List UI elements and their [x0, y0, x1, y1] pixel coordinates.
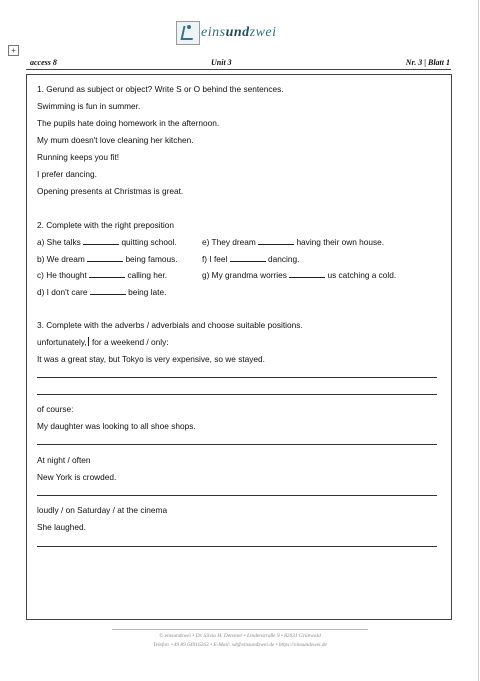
- ex2-row-c: [37, 270, 167, 280]
- ex2-row-g: [202, 270, 396, 280]
- ex1-sentence-3[interactable]: My mum doesn't love cleaning her kitchen.: [37, 135, 194, 145]
- logo-text: [201, 25, 277, 41]
- ex2-f-start: f) I feel: [202, 254, 228, 264]
- ex2-a-blank[interactable]: [83, 237, 119, 245]
- ex3-prompt-2: of course:: [37, 404, 74, 414]
- ex3-answer-line-1[interactable]: [37, 377, 437, 378]
- footer-divider: [112, 629, 368, 630]
- ex3-answer-line-3[interactable]: [37, 444, 437, 445]
- ex2-row-b: [37, 254, 178, 264]
- ex2-b-start: b) We dream: [37, 254, 85, 264]
- ex3-prompt-1a: unfortunately,: [37, 337, 87, 347]
- header-sheet-number: Nr. 3 | Blatt 1: [405, 58, 450, 67]
- ex2-e-start: e) They dream: [202, 237, 256, 247]
- ex2-e-end: having their own house.: [296, 237, 385, 247]
- ex3-sentence-1: It was a great stay, but Tokyo is very expensive, so we stayed.: [37, 354, 265, 364]
- ex1-sentence-2[interactable]: The pupils hate doing homework in the afternoon.: [37, 118, 220, 128]
- ex2-d-end: being late.: [128, 287, 167, 297]
- ex2-a-end: quitting school.: [121, 237, 177, 247]
- footer-address: © einsundzwei • Dr. Silvia H. Detemer • Lindenstraße 9 • 82031 Grünwald: [159, 633, 321, 639]
- ex3-prompt-3: At night / often: [37, 455, 91, 465]
- ex2-d-start: d) I don't care: [37, 287, 88, 297]
- ex1-sentence-5[interactable]: I prefer dancing.: [37, 169, 97, 179]
- ex3-title: 3. Complete with the adverbs / adverbials and choose suitable positions.: [37, 320, 303, 330]
- ex2-c-start: c) He thought: [37, 270, 87, 280]
- ex1-sentence-4[interactable]: Running keeps you fit!: [37, 152, 120, 162]
- ex2-g-start: g) My grandma worries: [202, 270, 287, 280]
- ex2-a-start: a) She talks: [37, 237, 81, 247]
- ex2-d-blank[interactable]: [90, 287, 126, 295]
- text-cursor-icon: [88, 337, 89, 346]
- ex3-sentence-4: She laughed.: [37, 522, 86, 532]
- logo-text-und: und: [225, 25, 250, 40]
- logo-text-eins: eins: [201, 25, 226, 40]
- ex2-title: 2. Complete with the right preposition: [37, 220, 174, 230]
- ex3-prompt-4: loudly / on Saturday / at the cinema: [37, 505, 168, 515]
- ex2-b-blank[interactable]: [87, 254, 123, 262]
- logo-mark-icon: [176, 21, 200, 45]
- einsundzwei-logo: [176, 21, 277, 45]
- ex2-row-a: [37, 237, 177, 247]
- logo-text-zwei: zwei: [249, 25, 277, 40]
- ex1-title: 1. Gerund as subject or object? Write S or O behind the sentences.: [37, 84, 284, 94]
- ex3-sentence-2: My daughter was looking to all shoe shops.: [37, 421, 196, 431]
- ex3-answer-line-5[interactable]: [37, 546, 437, 547]
- ex2-c-end: calling her.: [127, 270, 168, 280]
- footer-contact: Telefon +49 89 64916263 • E-Mail: sd@einsundzwei.de • https://einsundzwei.de: [153, 642, 327, 648]
- ex2-row-e: [202, 237, 384, 247]
- ex2-g-blank[interactable]: [289, 270, 325, 278]
- ex2-b-end: being famous.: [125, 254, 178, 264]
- ex3-prompt-1b: for a weekend / only:: [89, 337, 169, 347]
- header-course: access 8: [30, 58, 57, 67]
- ex3-answer-line-2[interactable]: [37, 394, 437, 395]
- header-unit: Unit 3: [211, 58, 232, 67]
- table-move-handle-icon[interactable]: +: [8, 45, 19, 56]
- ex1-sentence-6[interactable]: Opening presents at Christmas is great.: [37, 186, 184, 196]
- ex3-answer-line-4[interactable]: [37, 495, 437, 496]
- ex2-e-blank[interactable]: [258, 237, 294, 245]
- ex2-row-d: [37, 287, 166, 297]
- ex2-g-end: us catching a cold.: [327, 270, 397, 280]
- ex3-sentence-3: New York is crowded.: [37, 472, 117, 482]
- ex1-sentence-1[interactable]: Swimming is fun in summer.: [37, 101, 141, 111]
- ex2-f-blank[interactable]: [230, 254, 266, 262]
- ex2-row-f: [202, 254, 299, 264]
- ex2-c-blank[interactable]: [89, 270, 125, 278]
- header-divider: [26, 69, 451, 70]
- ex3-prompt-1: [37, 337, 169, 347]
- ex2-f-end: dancing.: [268, 254, 300, 264]
